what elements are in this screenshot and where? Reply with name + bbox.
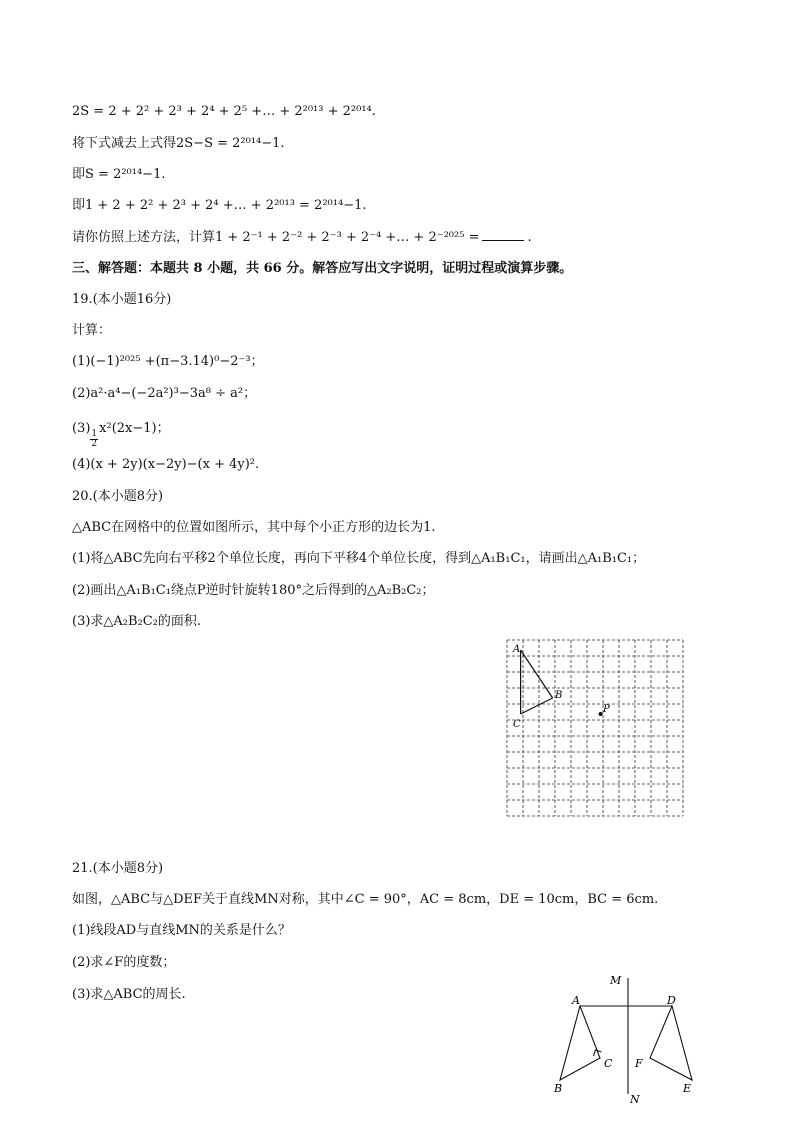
symmetry-figure (548, 970, 708, 1110)
sub-question: (1)线段AD与直线MN的关系是什么？ (72, 923, 291, 938)
question-heading: 21.(本小题8分) (72, 861, 164, 876)
label-b: B (554, 1082, 563, 1095)
sub-question: (2)a²·a⁴−(−2a²)³−3a⁸ ÷ a²； (72, 386, 257, 401)
answer-blank (482, 230, 524, 241)
text-line: 将下式减去上式得2S−S = 2²⁰¹⁴−1. (72, 136, 285, 151)
fraction-numerator: 1 (91, 429, 98, 439)
label-e: E (683, 1082, 692, 1095)
label-p: P (603, 704, 610, 715)
triangle-abc (560, 1006, 600, 1080)
sub-question: (3)求△A₂B₂C₂的面积. (72, 614, 202, 629)
text-line: 计算： (72, 323, 112, 338)
sub-question: (3)求△ABC的周长. (72, 987, 186, 1002)
question-heading: 20.(本小题8分) (72, 489, 164, 504)
triangle-def (650, 1006, 692, 1080)
text-line: 如图，△ABC与△DEF关于直线MN对称，其中∠C = 90°，AC = 8cm，DE = 10cm，BC = 6cm. (72, 892, 659, 907)
sub-question: (2)画出△A₁B₁C₁绕点P逆时针旋转180°之后得到的△A₂B₂C₂； (72, 583, 435, 598)
label-a: A (572, 994, 580, 1007)
fill-blank-question (72, 229, 532, 247)
expression: x²(2x−1)； (99, 421, 170, 436)
text-line: 即1 + 2 + 2² + 2³ + 2⁴ +… + 2²⁰¹³ = 2²⁰¹⁴−1. (72, 198, 367, 213)
sub-question: (2)求∠F的度数； (72, 955, 176, 970)
period: . (527, 230, 532, 245)
text-line: △ABC在网格中的位置如图所示，其中每个小正方形的边长为1. (72, 520, 436, 535)
question-text: 请你仿照上述方法，计算1 + 2⁻¹ + 2⁻² + 2⁻³ + 2⁻⁴ +… + 2⁻²⁰²⁵ = (72, 230, 480, 245)
label-b: B (555, 690, 563, 701)
sub-question-number: (3) (72, 421, 91, 436)
label-a: A (513, 644, 521, 655)
label-d: D (667, 994, 676, 1007)
sub-question: (1)将△ABC先向右平移2个单位长度，再向下平移4个单位长度，得到△A₁B₁C₁，请画出△A₁B₁C₁； (72, 551, 646, 566)
grid-figure (505, 638, 695, 824)
label-m: M (610, 974, 622, 987)
question-heading: 19.(本小题16分) (72, 292, 172, 307)
point-p (599, 712, 603, 716)
section-heading: 三、解答题：本题共 8 小题，共 66 分。解答应写出文字说明，证明过程或演算步骤。 (72, 261, 573, 276)
fraction-denominator: 2 (91, 439, 98, 449)
text-line: 2S = 2 + 2² + 2³ + 2⁴ + 2⁵ +… + 2²⁰¹³ + 2²⁰¹⁴. (72, 104, 376, 119)
triangle-abc (521, 650, 553, 714)
text-line: 即S = 2²⁰¹⁴−1. (72, 167, 166, 182)
grid-lines (507, 640, 683, 816)
sub-question (72, 420, 170, 449)
label-c: C (513, 719, 521, 730)
side-cb (521, 698, 553, 714)
sub-question: (4)(x + 2y)(x−2y)−(x + 4y)². (72, 457, 260, 472)
label-c: C (604, 1057, 613, 1070)
sub-question: (1)(−1)²⁰²⁵ +(π−3.14)⁰−2⁻³； (72, 354, 264, 369)
label-n: N (630, 1093, 640, 1106)
side-ab (521, 650, 553, 698)
label-f: F (635, 1057, 643, 1070)
fraction (90, 430, 98, 449)
